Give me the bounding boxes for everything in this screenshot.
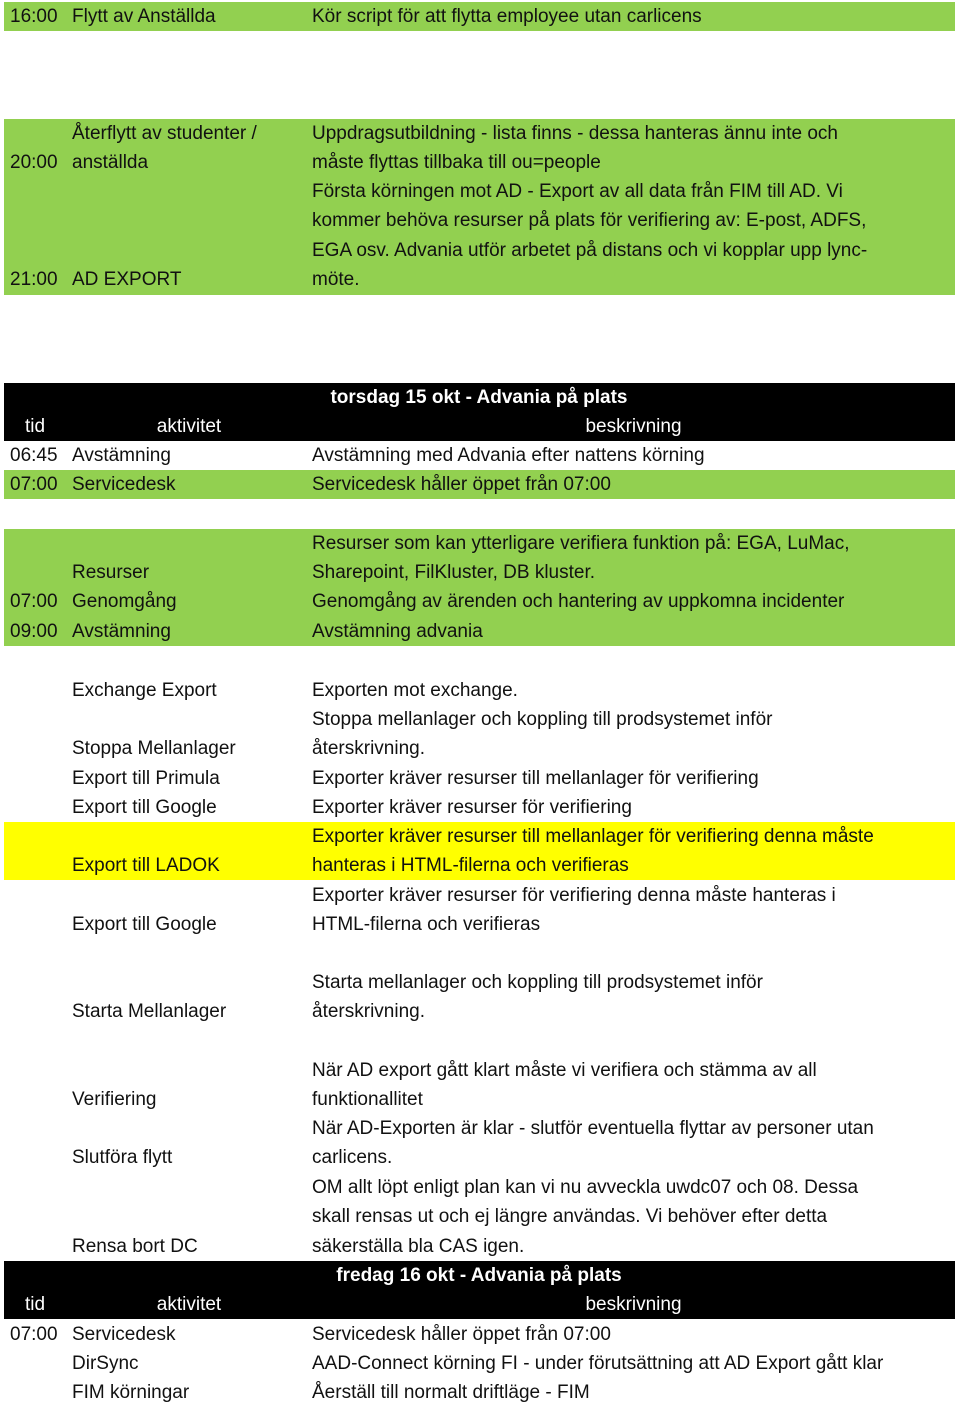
row-description: Resurser som kan ytterligare verifiera funktion på: EGA, LuMac, bbox=[312, 533, 850, 554]
column-header-time: tid bbox=[24, 416, 46, 437]
row-description: Exporter kräver resurser till mellanlager för verifiering bbox=[312, 768, 759, 789]
row-time: 09:00 bbox=[10, 621, 58, 642]
schedule-row bbox=[4, 1114, 955, 1172]
row-description: Stoppa mellanlager och koppling till prodsystemet inför bbox=[312, 709, 773, 730]
day-header bbox=[4, 383, 955, 441]
row-description: HTML-filerna och verifieras bbox=[312, 914, 541, 935]
row-description: carlicens. bbox=[312, 1147, 393, 1168]
row-activity: DirSync bbox=[72, 1353, 139, 1374]
row-description: OM allt löpt enligt plan kan vi nu avveckla uwdc07 och 08. Dessa bbox=[312, 1177, 859, 1198]
row-activity: Avstämning bbox=[72, 621, 171, 642]
row-activity: Resurser bbox=[72, 562, 150, 583]
row-description: Åerställ till normalt driftläge - FIM bbox=[312, 1382, 590, 1403]
row-description: återskrivning. bbox=[312, 1001, 425, 1022]
row-description: Exporter kräver resurser för verifiering bbox=[312, 797, 632, 818]
row-description: skall rensas ut och ej längre användas. Vi behöver efter detta bbox=[312, 1206, 828, 1227]
schedule-row bbox=[4, 1378, 955, 1406]
column-header-activity: aktivitet bbox=[156, 416, 222, 437]
schedule-row bbox=[4, 1320, 955, 1349]
day-title: torsdag 15 okt - Advania på plats bbox=[330, 387, 628, 408]
schedule-row bbox=[4, 968, 955, 1026]
row-description: hanteras i HTML-filerna och verifieras bbox=[312, 855, 629, 876]
schedule-row bbox=[4, 676, 955, 705]
row-description: funktionallitet bbox=[312, 1089, 423, 1110]
schedule-row bbox=[4, 793, 955, 822]
row-time: 07:00 bbox=[10, 591, 58, 612]
schedule-row bbox=[4, 529, 955, 646]
schedule-row bbox=[4, 441, 955, 470]
row-time: 07:00 bbox=[10, 474, 58, 495]
row-description: Exporter kräver resurser för verifiering denna måste hanteras i bbox=[312, 885, 836, 906]
row-activity: FIM körningar bbox=[72, 1382, 190, 1403]
row-description: Avstämning advania bbox=[312, 621, 483, 642]
row-description: möte. bbox=[312, 269, 360, 290]
row-time: 06:45 bbox=[10, 445, 58, 466]
row-description: Starta mellanlager och koppling till prodsystemet inför bbox=[312, 972, 763, 993]
row-activity: Servicedesk bbox=[72, 1324, 176, 1345]
row-activity: Servicedesk bbox=[72, 474, 176, 495]
row-description: När AD-Exporten är klar - slutför eventuella flyttar av personer utan bbox=[312, 1118, 874, 1139]
row-activity: Återflytt av studenter / bbox=[72, 123, 257, 144]
row-description: Genomgång av ärenden och hantering av uppkomna incidenter bbox=[312, 591, 845, 612]
row-description: Exporten mot exchange. bbox=[312, 680, 518, 701]
row-description: AAD-Connect körning FI - under förutsättning att AD Export gått klar bbox=[312, 1353, 884, 1374]
row-description: Sharepoint, FilKluster, DB kluster. bbox=[312, 562, 596, 583]
row-description: När AD export gått klart måste vi verifiera och stämma av all bbox=[312, 1060, 817, 1081]
row-description: Servicedesk håller öppet från 07:00 bbox=[312, 1324, 611, 1345]
row-activity: Export till Google bbox=[72, 914, 217, 935]
row-description: kommer behöva resurser på plats för verifiering av: E-post, ADFS, bbox=[312, 210, 867, 231]
column-header-description: beskrivning bbox=[585, 1294, 682, 1315]
schedule-row bbox=[4, 764, 955, 793]
row-activity: Verifiering bbox=[72, 1089, 157, 1110]
row-activity: Exchange Export bbox=[72, 680, 217, 701]
row-activity: Export till LADOK bbox=[72, 855, 220, 876]
row-description: återskrivning. bbox=[312, 738, 425, 759]
schedule-row bbox=[4, 119, 955, 295]
row-time: 16:00 bbox=[10, 6, 58, 27]
row-time: 07:00 bbox=[10, 1324, 58, 1345]
row-description: Servicedesk håller öppet från 07:00 bbox=[312, 474, 611, 495]
row-description: Exporter kräver resurser till mellanlager för verifiering denna måste bbox=[312, 826, 874, 847]
row-description: Avstämning med Advania efter nattens körning bbox=[312, 445, 705, 466]
row-activity: Starta Mellanlager bbox=[72, 1001, 227, 1022]
row-activity: Avstämning bbox=[72, 445, 171, 466]
row-activity: Export till Google bbox=[72, 797, 217, 818]
row-time: 21:00 bbox=[10, 269, 58, 290]
row-description: Kör script för att flytta employee utan carlicens bbox=[312, 6, 702, 27]
row-activity: Export till Primula bbox=[72, 768, 220, 789]
schedule-row bbox=[4, 1056, 955, 1114]
row-activity: AD EXPORT bbox=[72, 269, 182, 290]
schedule-row bbox=[4, 2, 955, 31]
row-activity: Stoppa Mellanlager bbox=[72, 738, 236, 759]
row-time: 20:00 bbox=[10, 152, 58, 173]
day-header bbox=[4, 1261, 955, 1319]
row-activity: Genomgång bbox=[72, 591, 177, 612]
schedule-row bbox=[4, 1173, 955, 1261]
day-title: fredag 16 okt - Advania på plats bbox=[336, 1265, 622, 1286]
row-activity: Flytt av Anställda bbox=[72, 6, 216, 27]
column-header-time: tid bbox=[24, 1294, 46, 1315]
schedule-row bbox=[4, 470, 955, 499]
schedule-row bbox=[4, 1349, 955, 1378]
row-activity: anställda bbox=[72, 152, 149, 173]
row-description: EGA osv. Advania utför arbetet på distans och vi kopplar upp lync- bbox=[312, 240, 868, 261]
row-description: Uppdragsutbildning - lista finns - dessa hanteras ännu inte och bbox=[312, 123, 838, 144]
column-header-activity: aktivitet bbox=[156, 1294, 222, 1315]
row-description: Första körningen mot AD - Export av all data från FIM till AD. Vi bbox=[312, 181, 843, 202]
row-activity: Rensa bort DC bbox=[72, 1236, 198, 1257]
row-description: säkerställa bla CAS igen. bbox=[312, 1236, 525, 1257]
row-description: måste flyttas tillbaka till ou=people bbox=[312, 152, 601, 173]
row-activity: Slutföra flytt bbox=[72, 1147, 173, 1168]
schedule-row bbox=[4, 822, 955, 880]
schedule-row bbox=[4, 705, 955, 763]
column-header-description: beskrivning bbox=[585, 416, 682, 437]
schedule-row bbox=[4, 881, 955, 939]
